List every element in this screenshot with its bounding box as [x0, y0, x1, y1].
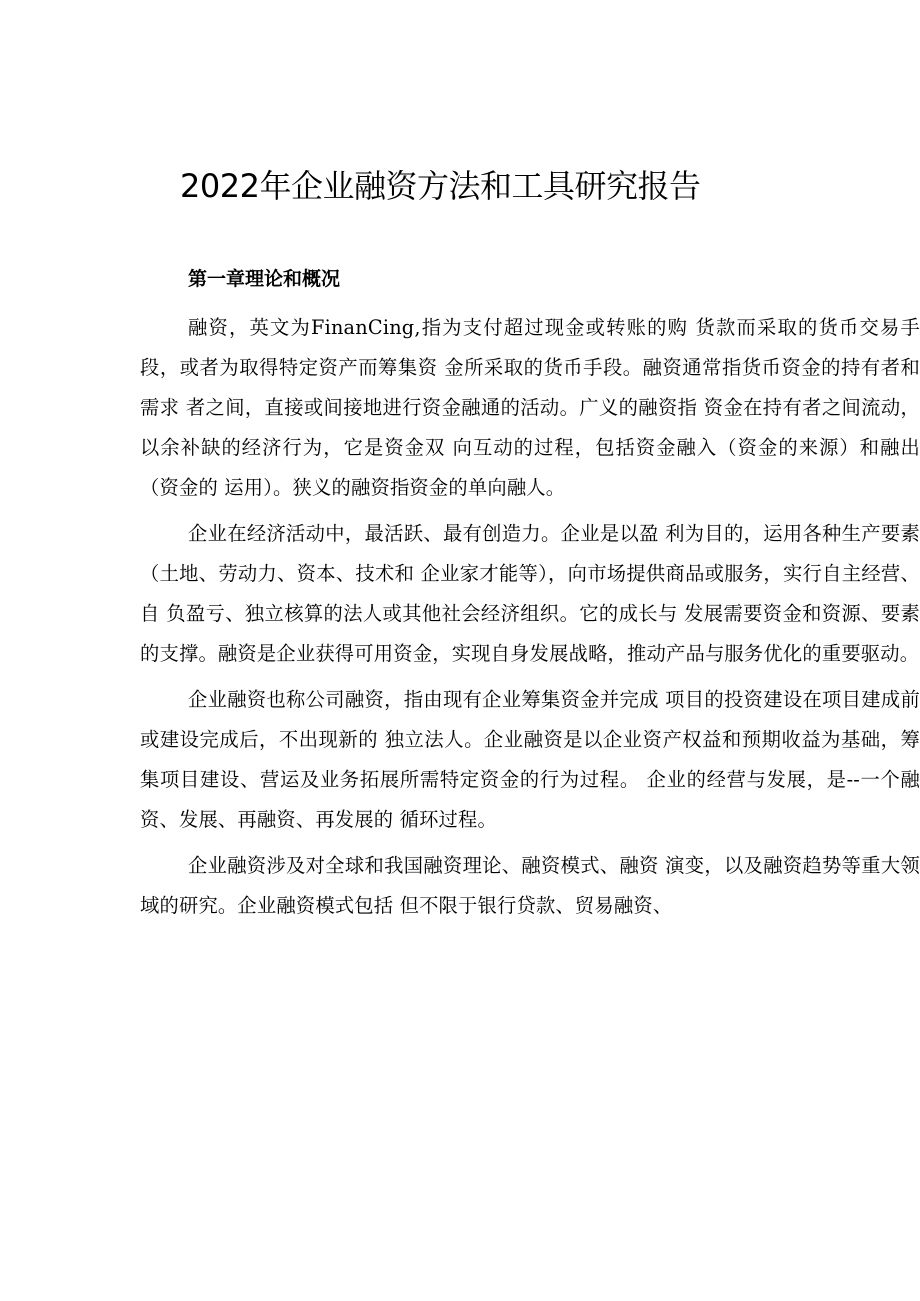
- body-paragraph-4: 企业融资涉及对全球和我国融资理论、融资模式、融资 演变，以及融资趋势等重大领域的研究。企业融资模式包括 但不限于银行贷款、贸易融资、: [140, 854, 920, 917]
- document-body: [140, 308, 920, 926]
- body-paragraph-3: 企业融资也称公司融资，指由现有企业筹集资金并完成 项目的投资建设在项目建成前或建设完成后，不出现新的 独立法人。企业融资是以企业资产权益和预期收益为基础，筹集项目建设、营运及业务拓展所需特定资金的行为过程。 企业的经营与发展，是--一个融资、发展、再融资、再发展的 循环过程。: [140, 688, 920, 831]
- document-title: 2022年企业融资方法和工具研究报告: [180, 167, 701, 205]
- chapter-heading: 第一章理论和概况: [188, 268, 341, 290]
- body-paragraph-1: 融资，英文为FinanCing,指为支付超过现金或转账的购 货款而采取的货币交易手段，或者为取得特定资产而筹集资 金所采取的货币手段。融资通常指货币资金的持有者和需求 者之间，直接或间接地进行资金融通的活动。广义的融资指 资金在持有者之间流动，以余补缺的经济行为，它是资金双 向互动的过程，包括资金融入（资金的来源）和融出（资金的 运用）。狭义的融资指资金的单向融人。: [140, 316, 920, 499]
- body-paragraph-2: 企业在经济活动中，最活跃、最有创造力。企业是以盈 利为目的，运用各种生产要素（土地、劳动力、资本、技术和 企业家才能等），向市场提供商品或服务，实行自主经营、自 负盈亏、独立核算的法人或其他社会经济组织。它的成长与 发展需要资金和资源、要素的支撑。融资是企业获得可用资金，实现自身发展战略，推动产品与服务优化的重要驱动。: [140, 522, 920, 665]
